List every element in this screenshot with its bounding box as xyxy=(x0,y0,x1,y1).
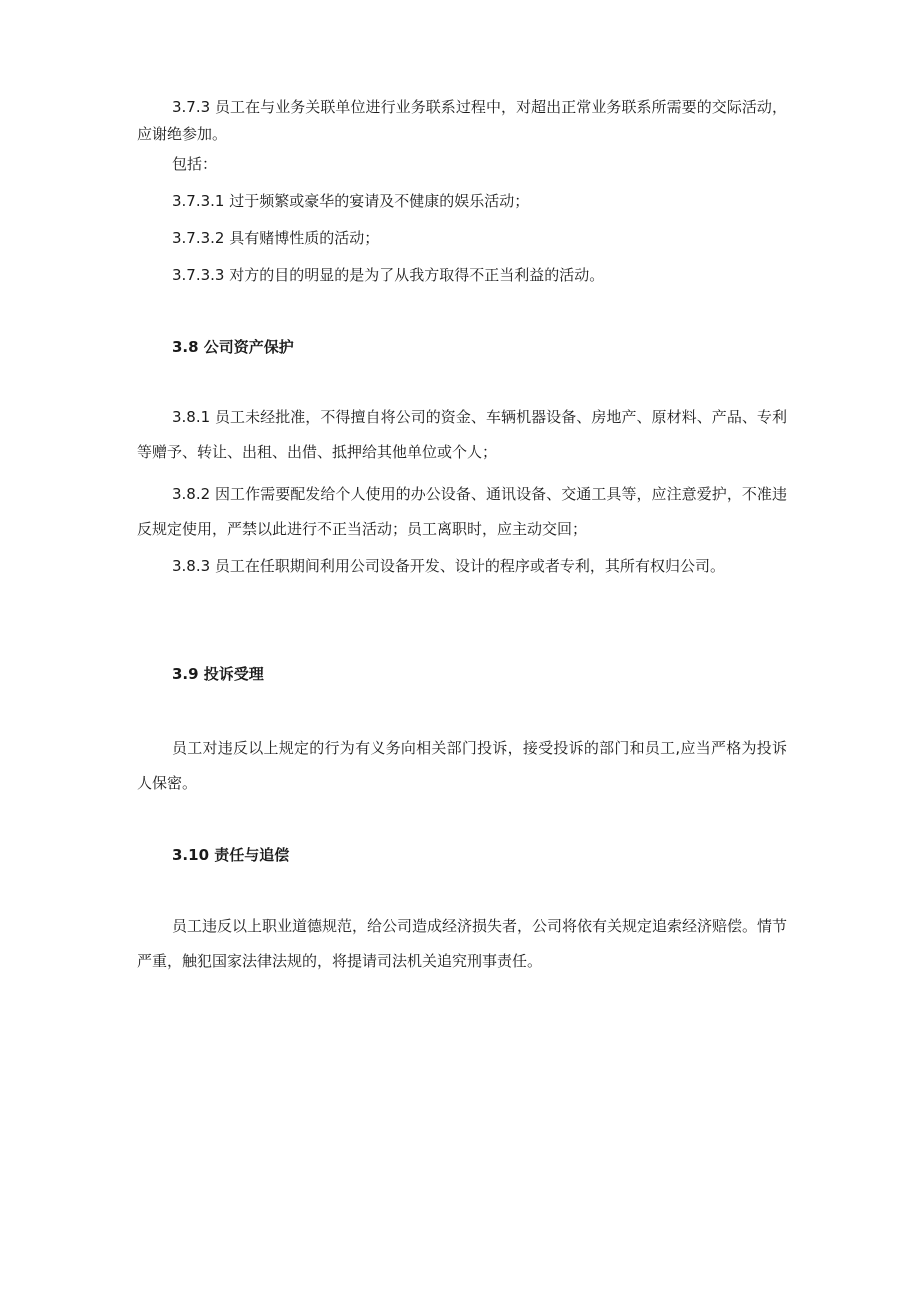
paragraph-3-7-3-2: 3.7.3.2 具有赌博性质的活动； xyxy=(172,229,380,247)
paragraph-3-8-3: 3.8.3 员工在任职期间利用公司设备开发、设计的程序或者专利，其所有权归公司。 xyxy=(172,557,725,575)
heading-3-8: 3.8 公司资产保护 xyxy=(172,338,294,356)
paragraph-3-7-3-3: 3.7.3.3 对方的目的明显的是为了从我方取得不正当利益的活动。 xyxy=(172,266,605,284)
heading-3-10: 3.10 责任与追偿 xyxy=(172,846,290,864)
paragraph-includes: 包括： xyxy=(172,155,218,173)
paragraph-3-8-1: 3.8.1 员工未经批准，不得擅自将公司的资金、车辆机器设备、房地产、原材料、产品、专利等赠予、转让、出租、出借、抵押给其他单位或个人； xyxy=(137,408,787,461)
paragraph-3-7-3: 3.7.3 员工在与业务关联单位进行业务联系过程中，对超出正常业务联系所需要的交际活动，应谢绝参加。 xyxy=(137,98,787,143)
paragraph-3-8-2: 3.8.2 因工作需要配发给个人使用的办公设备、通讯设备、交通工具等，应注意爱护，不准违反规定使用，严禁以此进行不正当活动；员工离职时，应主动交回； xyxy=(137,485,787,538)
paragraph-complaints: 员工对违反以上规定的行为有义务向相关部门投诉，接受投诉的部门和员工,应当严格为投诉人保密。 xyxy=(137,739,787,792)
paragraph-3-7-3-1: 3.7.3.1 过于频繁或豪华的宴请及不健康的娱乐活动； xyxy=(172,192,530,210)
heading-3-9: 3.9 投诉受理 xyxy=(172,665,264,683)
paragraph-liability: 员工违反以上职业道德规范，给公司造成经济损失者，公司将依有关规定追索经济赔偿。情节严重，触犯国家法律法规的，将提请司法机关追究刑事责任。 xyxy=(137,917,788,970)
